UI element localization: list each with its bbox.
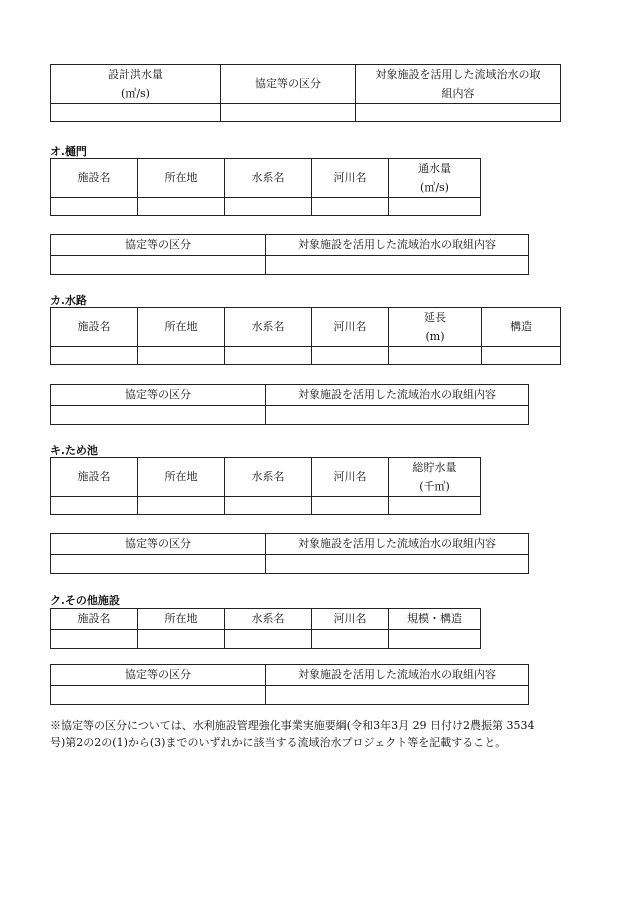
- agreement-table-waterway: [50, 384, 529, 425]
- design-flood-unit: (㎥/s): [121, 87, 150, 100]
- table-cell[interactable]: [51, 347, 138, 365]
- initiative-content-header: 対象施設を活用した流域治水の取組内容: [266, 235, 529, 256]
- initiative-content-header: [356, 65, 561, 104]
- agreement-table-sluice: [50, 234, 529, 275]
- total-storage-header: [389, 458, 481, 497]
- agreement-type-header: 協定等の区分: [51, 385, 266, 406]
- sluice-table: [50, 158, 481, 216]
- river-name-header: 河川名: [312, 458, 389, 497]
- agreement-type-header: 協定等の区分: [51, 235, 266, 256]
- flow-volume-header: [389, 159, 481, 198]
- table-cell[interactable]: [389, 497, 481, 515]
- agreement-type-header: 協定等の区分: [51, 534, 266, 555]
- footnote-line-2: 号)第2の2の(1)から(3)までのいずれかに該当する流域治水プロジェクト等を記載すること。: [50, 736, 507, 749]
- water-system-header: 水系名: [225, 609, 312, 630]
- total-storage-unit: (千㎥): [419, 480, 450, 493]
- facility-name-header: 施設名: [51, 159, 138, 198]
- table-cell[interactable]: [266, 256, 529, 275]
- reservoir-table: [50, 457, 481, 515]
- location-header: 所在地: [138, 609, 225, 630]
- facility-name-header: 施設名: [51, 458, 138, 497]
- table-cell[interactable]: [389, 198, 481, 216]
- table-cell[interactable]: [225, 497, 312, 515]
- river-name-header: 河川名: [312, 609, 389, 630]
- agreement-type-header: 協定等の区分: [51, 665, 266, 686]
- agreement-table-other: [50, 664, 529, 705]
- table-cell[interactable]: [225, 630, 312, 649]
- location-header: 所在地: [138, 159, 225, 198]
- length-header: [389, 308, 482, 347]
- table-cell[interactable]: [389, 347, 482, 365]
- location-header: 所在地: [138, 308, 225, 347]
- flow-volume-label: 通水量: [418, 162, 451, 175]
- table-cell[interactable]: [225, 347, 312, 365]
- table-cell[interactable]: [138, 347, 225, 365]
- table-cell[interactable]: [312, 347, 389, 365]
- table-cell[interactable]: [51, 555, 266, 574]
- table-cell[interactable]: [51, 630, 138, 649]
- design-flood-label: 設計洪水量: [108, 68, 163, 81]
- table-cell[interactable]: [225, 198, 312, 216]
- table-cell[interactable]: [312, 630, 389, 649]
- water-system-header: 水系名: [225, 159, 312, 198]
- table-cell[interactable]: [51, 686, 266, 705]
- table-cell[interactable]: [266, 555, 529, 574]
- initiative-label-2: 組内容: [441, 87, 475, 100]
- initiative-content-header: 対象施設を活用した流域治水の取組内容: [266, 665, 529, 686]
- section-heading-other-facilities: ク.その他施設: [50, 594, 120, 607]
- total-storage-label: 総貯水量: [412, 461, 457, 474]
- table-cell[interactable]: [51, 256, 266, 275]
- water-system-header: 水系名: [225, 458, 312, 497]
- agreement-table-reservoir: [50, 533, 529, 574]
- flow-volume-unit: (㎥/s): [420, 181, 449, 194]
- flood-volume-table: [50, 64, 561, 122]
- footnote-line-1: ※協定等の区分については、水利施設管理強化事業実施要綱(令和3年3月 29 日付け2農振第 3534: [50, 719, 535, 732]
- section-heading-sluice: オ.樋門: [50, 145, 87, 158]
- structure-header: 構造: [482, 308, 561, 347]
- table-cell[interactable]: [312, 198, 389, 216]
- agreement-type-header: 協定等の区分: [221, 65, 356, 104]
- table-cell[interactable]: [312, 497, 389, 515]
- table-cell[interactable]: [138, 630, 225, 649]
- water-system-header: 水系名: [225, 308, 312, 347]
- other-facilities-table: [50, 608, 481, 649]
- scale-structure-header: 規模・構造: [389, 609, 481, 630]
- footnote: [50, 717, 610, 751]
- table-cell[interactable]: [266, 686, 529, 705]
- facility-name-header: 施設名: [51, 609, 138, 630]
- facility-name-header: 施設名: [51, 308, 138, 347]
- length-unit: (m): [425, 330, 445, 343]
- waterway-table: [50, 307, 561, 365]
- section-heading-reservoir: キ.ため池: [50, 444, 98, 457]
- table-cell[interactable]: [389, 630, 481, 649]
- initiative-label-1: 対象施設を活用した流域治水の取: [375, 68, 541, 81]
- table-cell[interactable]: [138, 198, 225, 216]
- initiative-content-header: 対象施設を活用した流域治水の取組内容: [266, 385, 529, 406]
- table-cell[interactable]: [51, 198, 138, 216]
- length-label: 延長: [424, 311, 446, 324]
- table-cell[interactable]: [51, 497, 138, 515]
- table-cell[interactable]: [51, 406, 266, 425]
- table-cell[interactable]: [221, 104, 356, 122]
- table-cell[interactable]: [138, 497, 225, 515]
- location-header: 所在地: [138, 458, 225, 497]
- river-name-header: 河川名: [312, 159, 389, 198]
- initiative-content-header: 対象施設を活用した流域治水の取組内容: [266, 534, 529, 555]
- table-cell[interactable]: [266, 406, 529, 425]
- design-flood-header: [51, 65, 221, 104]
- table-cell[interactable]: [356, 104, 561, 122]
- river-name-header: 河川名: [312, 308, 389, 347]
- table-cell[interactable]: [482, 347, 561, 365]
- section-heading-waterway: カ.水路: [50, 294, 87, 307]
- table-cell[interactable]: [51, 104, 221, 122]
